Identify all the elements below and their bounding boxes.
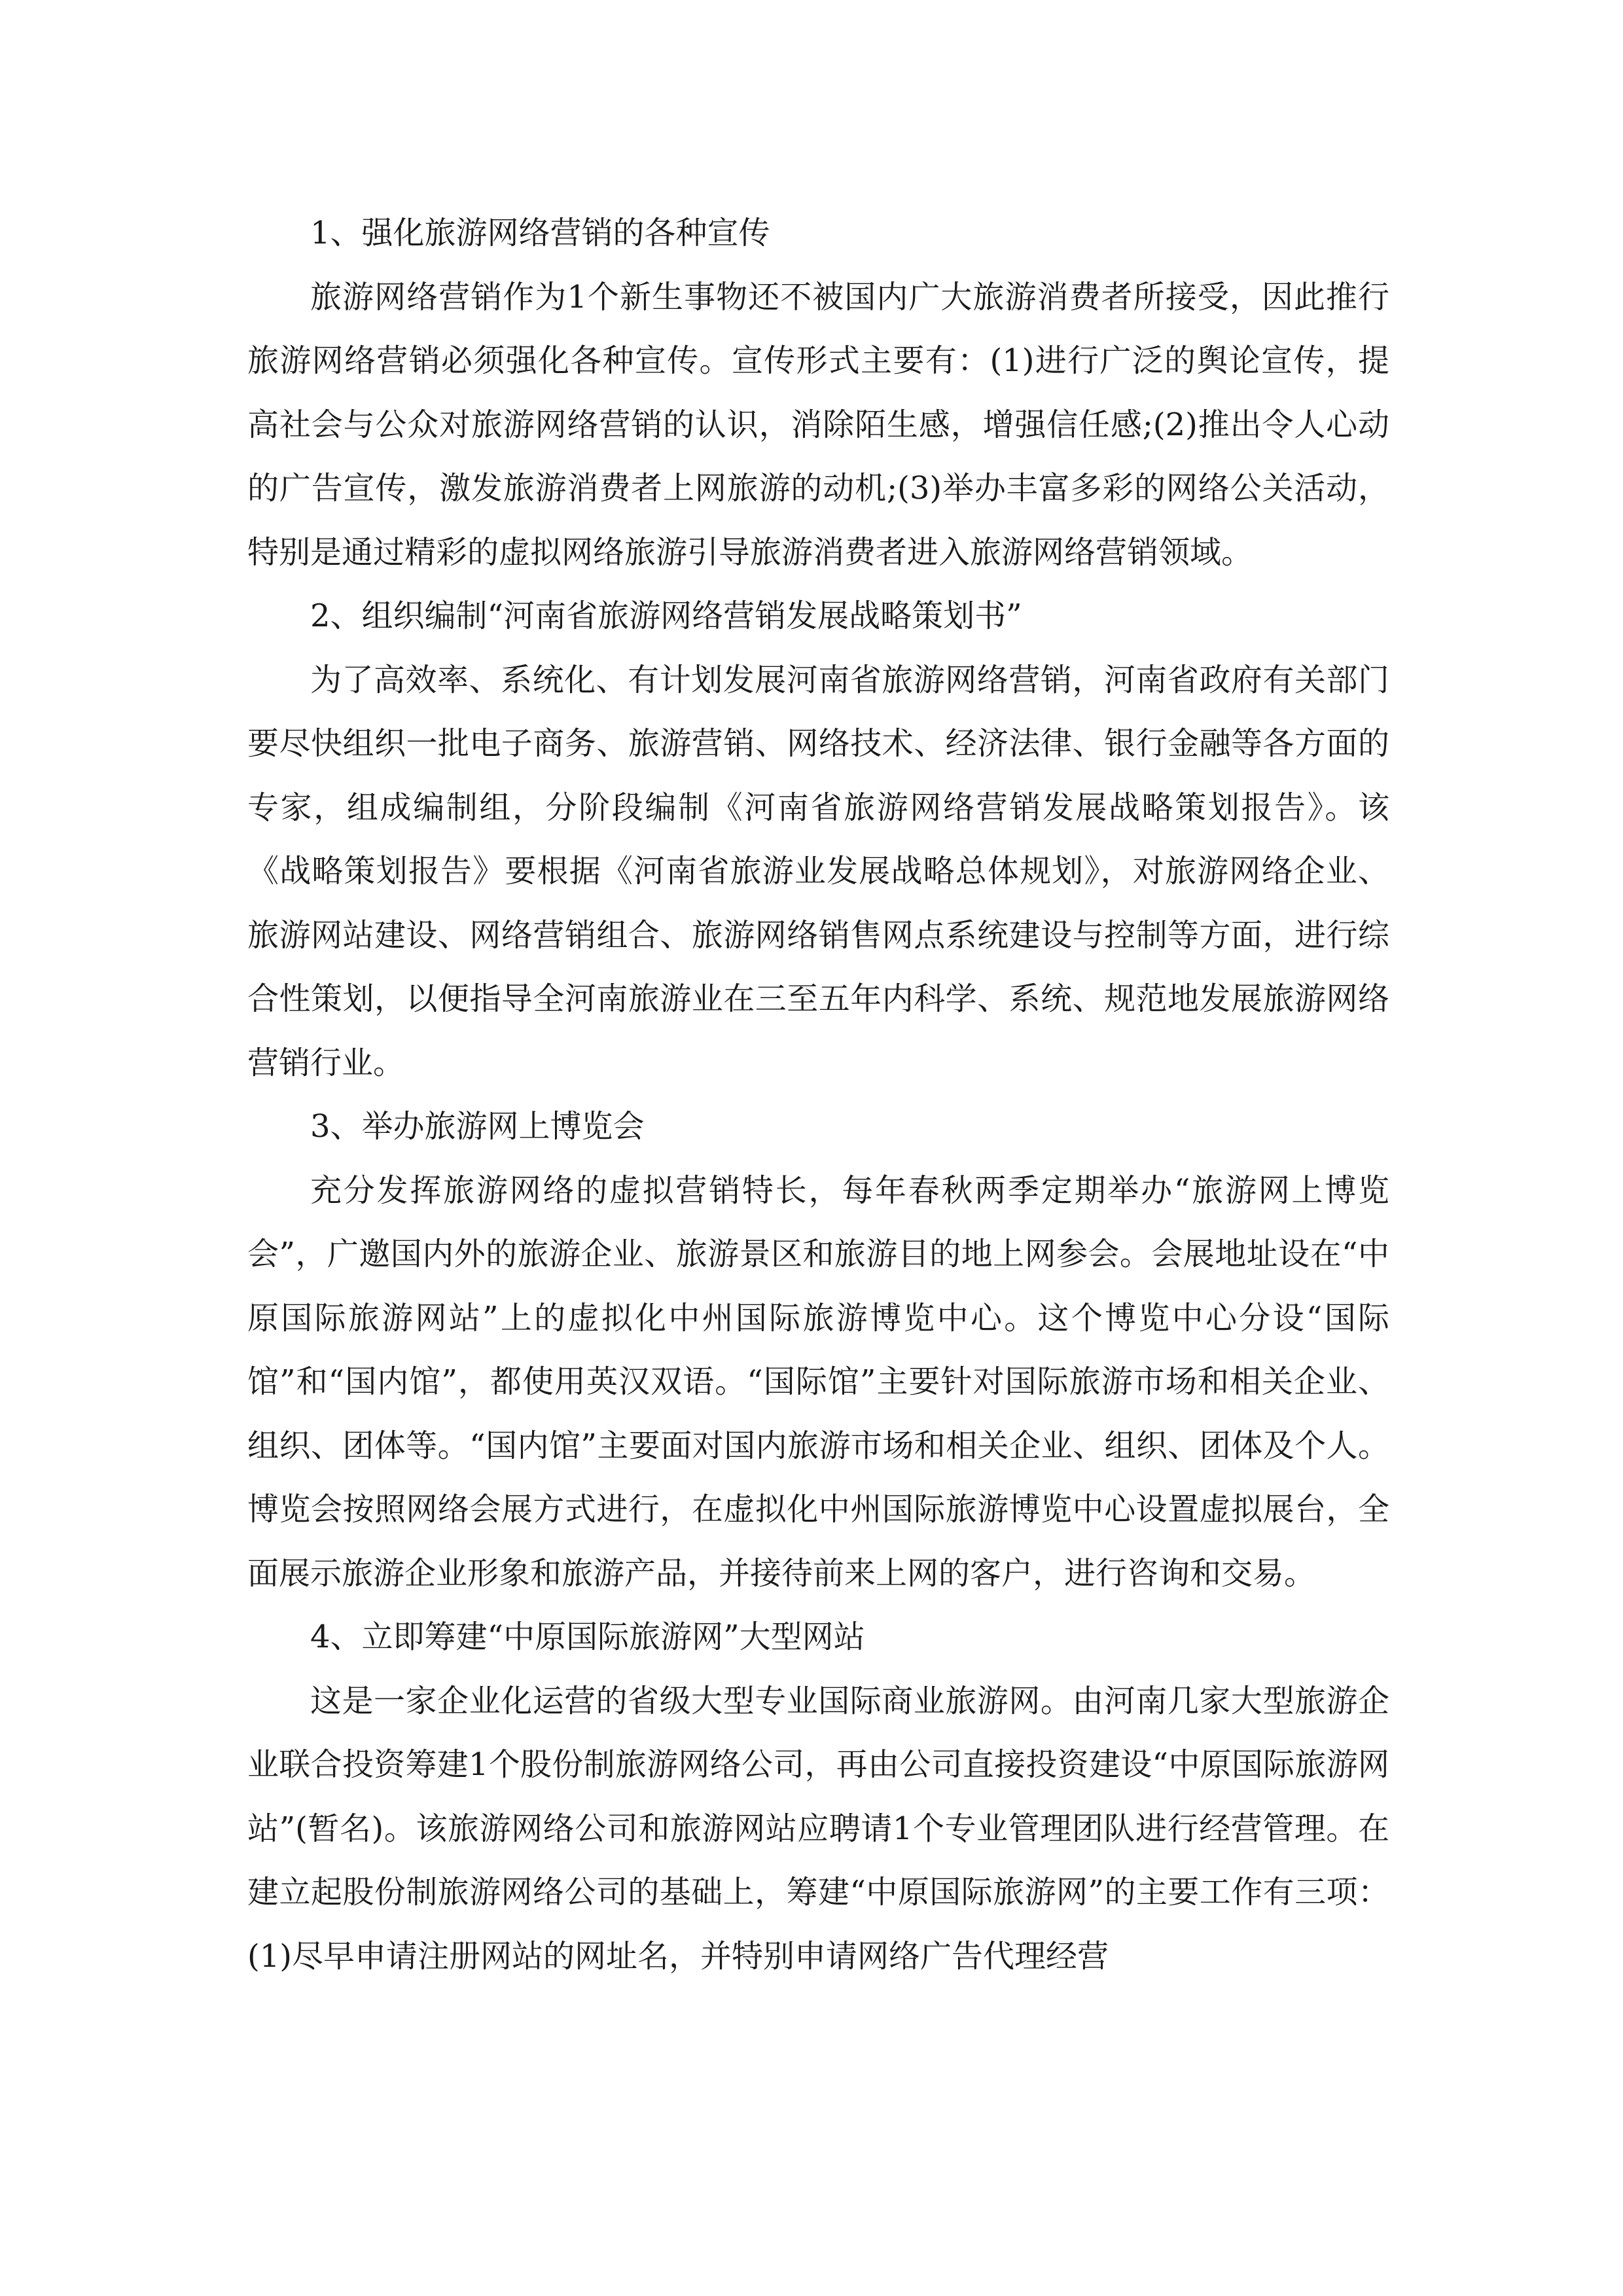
- section-heading-3: 3、举办旅游网上博览会: [310, 1108, 645, 1145]
- section-paragraph-4: 这是一家企业化运营的省级大型专业国际商业旅游网。由河南几家大型旅游企业联合投资筹建1个股份制旅游网络公司，再由公司直接投资建设“中原国际旅游网站”(暂名)。该旅游网络公司和旅游网站应聘请1个专业管理团队进行经营管理。在建立起股份制旅游网络公司的基础上，筹建“中原国际旅游网”的主要工作有三项：(1)尽早申请注册网站的网址名，并特别申请网络广告代理经营: [247, 1682, 1389, 1975]
- section-heading-1: 1、强化旅游网络营销的各种宣传: [310, 215, 770, 251]
- section-paragraph-3: 充分发挥旅游网络的虚拟营销特长，每年春秋两季定期举办“旅游网上博览会”，广邀国内外的旅游企业、旅游景区和旅游目的地上网参会。会展地址设在“中原国际旅游网站”上的虚拟化中州国际旅游博览中心。这个博览中心分设“国际馆”和“国内馆”，都使用英汉双语。“国际馆”主要针对国际旅游市场和相关企业、组织、团体等。“国内馆”主要面对国内旅游市场和相关企业、组织、团体及个人。博览会按照网络会展方式进行，在虚拟化中州国际旅游博览中心设置虚拟展台，全面展示旅游企业形象和旅游产品，并接待前来上网的客户，进行咨询和交易。: [247, 1172, 1389, 1592]
- document-body: [247, 202, 1389, 1988]
- section-paragraph-2: 为了高效率、系统化、有计划发展河南省旅游网络营销，河南省政府有关部门要尽快组织一批电子商务、旅游营销、网络技术、经济法律、银行金融等各方面的专家，组成编制组，分阶段编制《河南省旅游网络营销发展战略策划报告》。该《战略策划报告》要根据《河南省旅游业发展战略总体规划》，对旅游网络企业、旅游网站建设、网络营销组合、旅游网络销售网点系统建设与控制等方面，进行综合性策划，以便指导全河南旅游业在三至五年内科学、系统、规范地发展旅游网络营销行业。: [247, 661, 1389, 1081]
- section-heading-4: 4、立即筹建“中原国际旅游网”大型网站: [310, 1619, 865, 1655]
- section-heading-2: 2、组织编制“河南省旅游网络营销发展战略策划书”: [310, 598, 1022, 634]
- section-paragraph-1: 旅游网络营销作为1个新生事物还不被国内广大旅游消费者所接受，因此推行旅游网络营销必须强化各种宣传。宣传形式主要有：(1)进行广泛的舆论宣传，提高社会与公众对旅游网络营销的认识，消除陌生感，增强信任感;(2)推出令人心动的广告宣传，激发旅游消费者上网旅游的动机;(3)举办丰富多彩的网络公关活动，特别是通过精彩的虚拟网络旅游引导旅游消费者进入旅游网络营销领域。: [247, 278, 1389, 571]
